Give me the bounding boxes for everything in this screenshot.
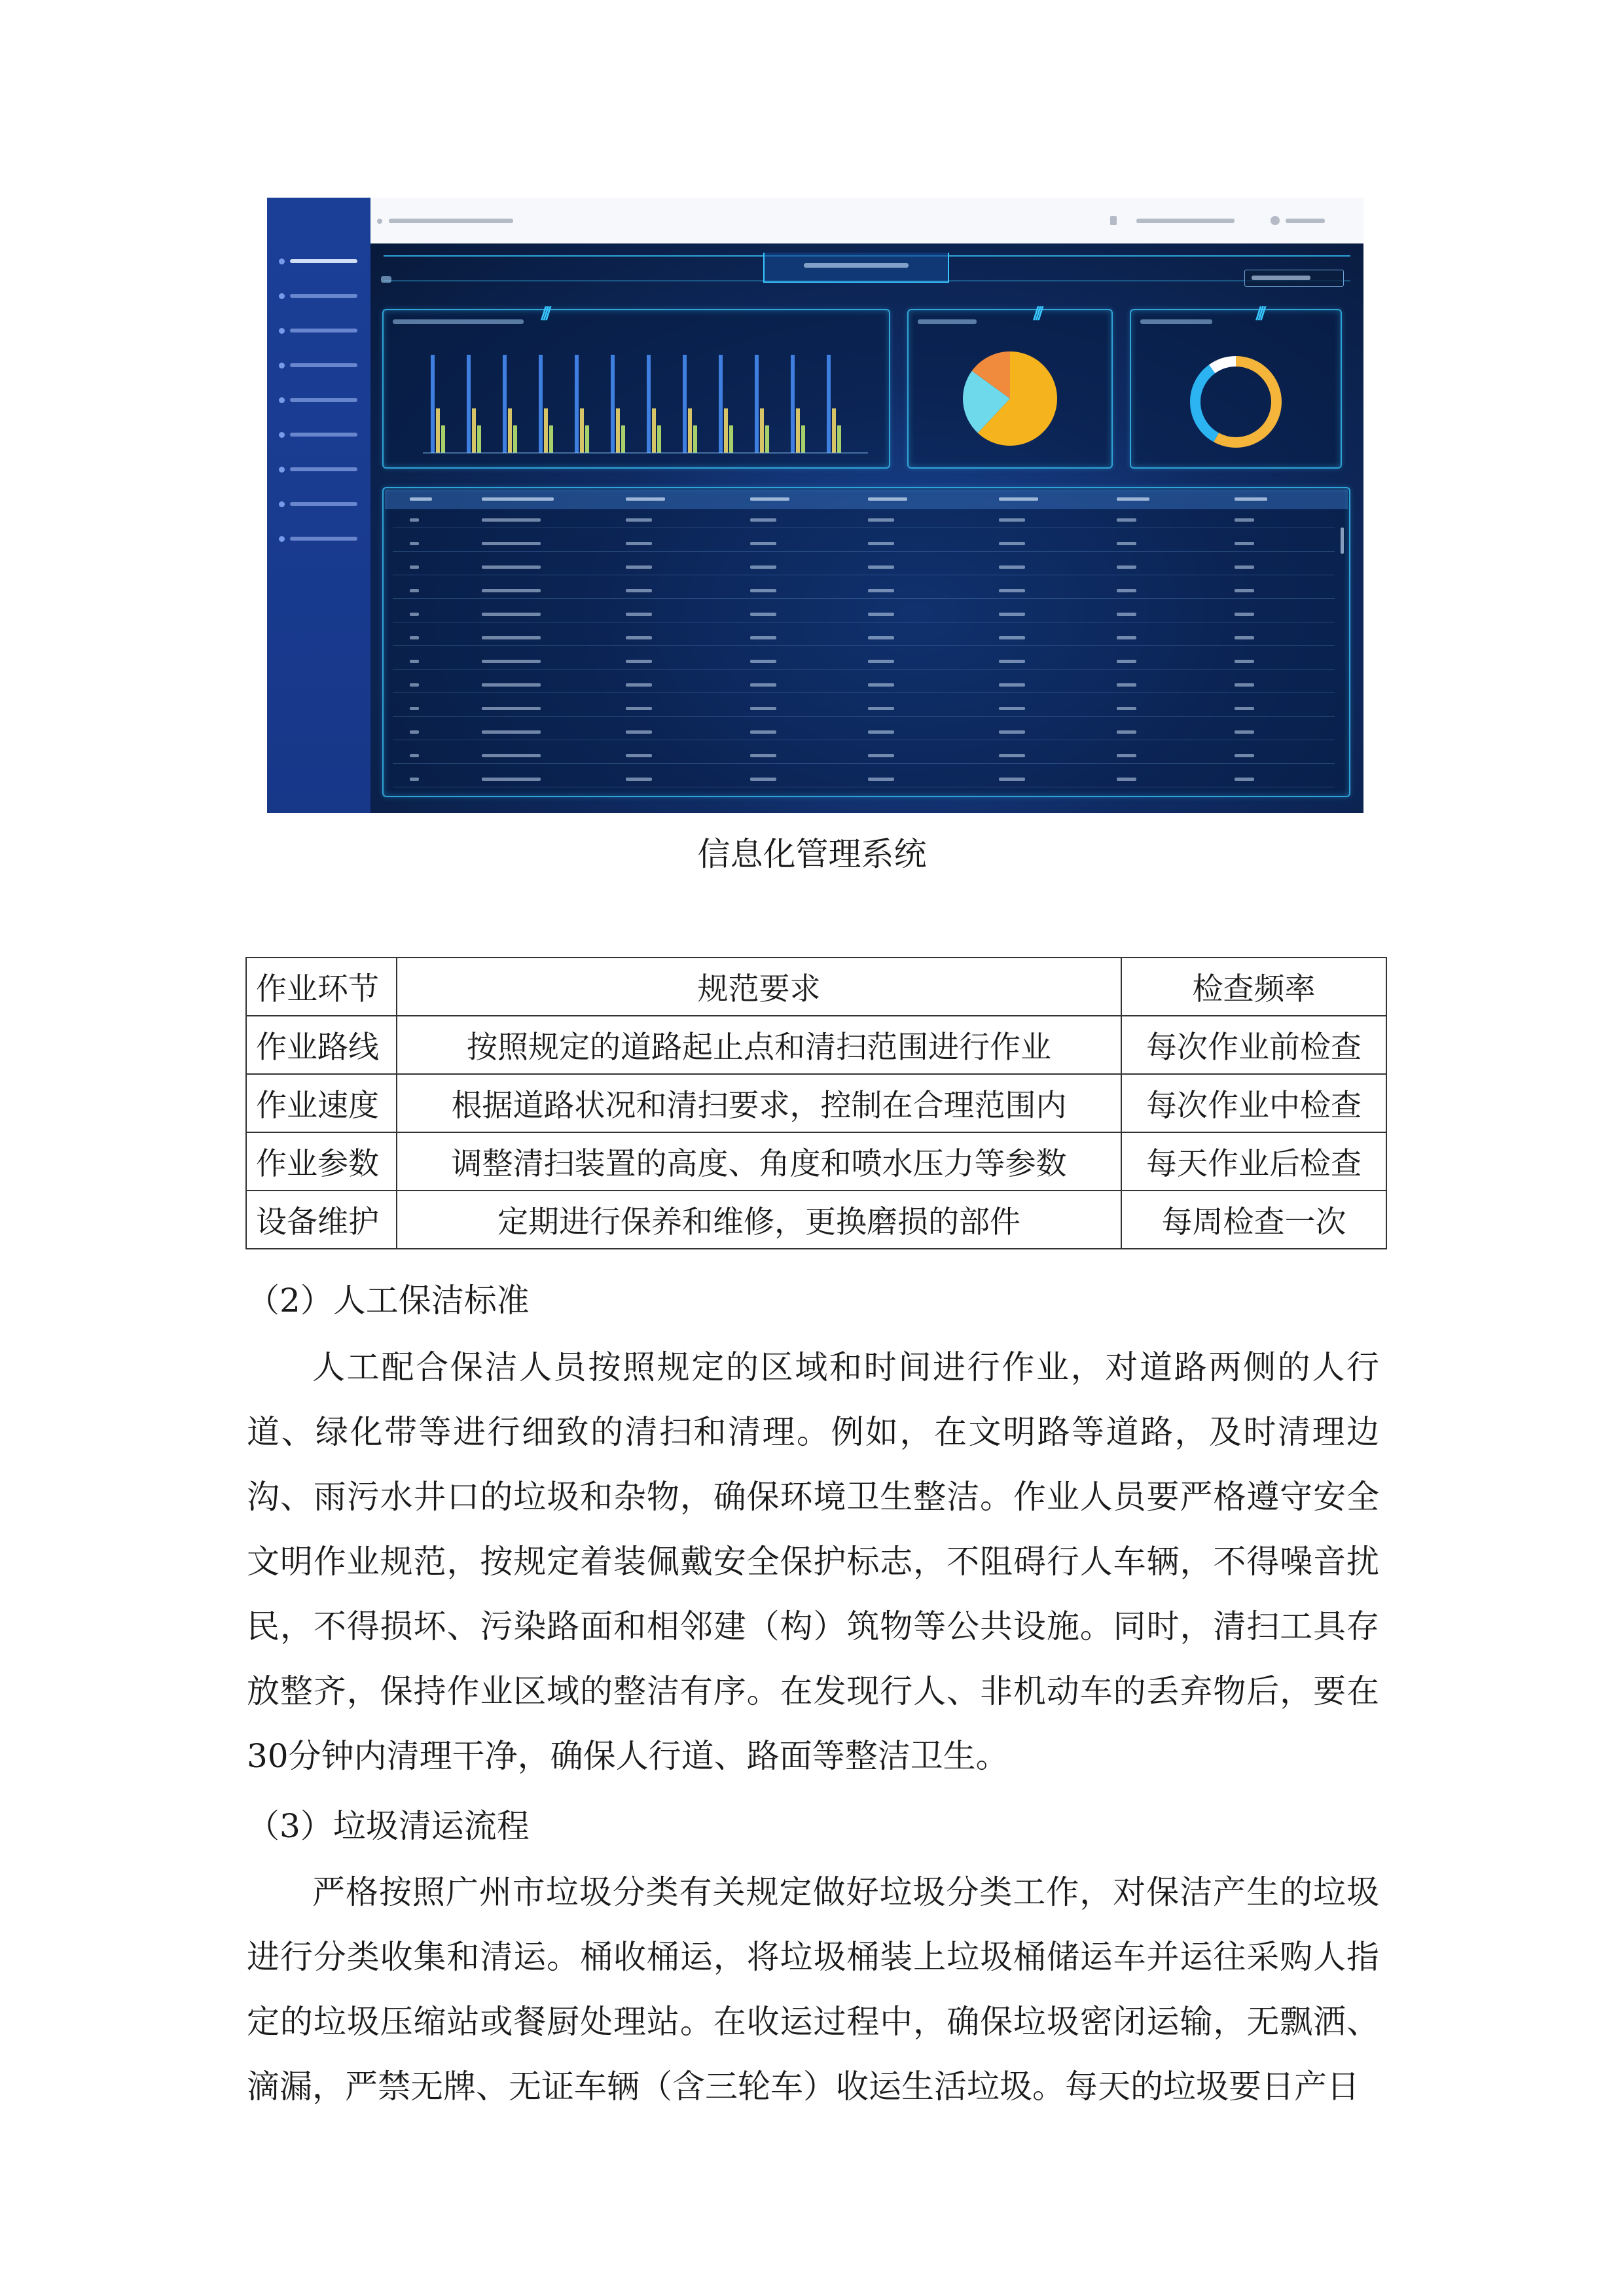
table-cell-placeholder xyxy=(1117,636,1136,639)
table-cell: 每周检查一次 xyxy=(1121,1191,1386,1249)
table-cell-placeholder xyxy=(750,707,776,710)
section-heading: （3）垃圾清运流程 xyxy=(247,1807,530,1845)
table-header-placeholder xyxy=(750,497,789,501)
bar-mark xyxy=(621,425,625,453)
table-cell-placeholder xyxy=(999,660,1025,663)
section-paragraph: 人工配合保洁人员按照规定的区域和时间进行作业，对道路两侧的人行道、绿化带等进行细致的清扫和清理。例如，在文明路等道路，及时清理边沟、雨污水井口的垃圾和杂物，确保环境卫生整洁。作业人员要严格遵守安全文明作业规范，按规定着装佩戴安全保护标志，不阻碍行人车辆，不得噪音扰民，不得损坏、污染路面和相邻建（构）筑物等公共设施。同时，清扫工具存放整齐，保持作业区域的整洁有序。在发现行人、非机动车的丢弃物后，要在30分钟内清理干净，确保人行道、路面等整洁卫生。 xyxy=(247,1348,1379,1775)
sidebar-item xyxy=(279,327,357,334)
table-cell-placeholder xyxy=(626,778,652,781)
table-header-placeholder xyxy=(1117,497,1149,501)
bar-mark xyxy=(477,425,481,453)
table-cell-placeholder xyxy=(482,683,541,687)
table-cell-placeholder xyxy=(868,660,894,663)
table-cell: 作业参数 xyxy=(246,1132,397,1191)
header-cell: 作业环节 xyxy=(246,958,397,1016)
bar-mark xyxy=(719,355,723,453)
table-cell-placeholder xyxy=(410,660,419,663)
table-row-divider xyxy=(393,551,1335,552)
table-cell-placeholder xyxy=(750,565,776,569)
table-cell-placeholder xyxy=(410,754,419,757)
bar-mark xyxy=(549,425,553,453)
table-header-placeholder xyxy=(999,497,1038,501)
bar-mark xyxy=(765,425,769,453)
donut-chart xyxy=(1131,310,1341,467)
table-cell-placeholder xyxy=(626,636,652,639)
table-cell-placeholder xyxy=(868,730,894,734)
dashboard-filter-select xyxy=(1244,270,1344,287)
table-cell-placeholder xyxy=(1235,707,1254,710)
table-cell: 作业速度 xyxy=(246,1074,397,1132)
table-cell-placeholder xyxy=(999,589,1025,592)
table-cell-placeholder xyxy=(999,565,1025,569)
pie-chart xyxy=(909,310,1111,467)
bar-mark xyxy=(503,355,507,453)
table-row xyxy=(246,1016,1386,1074)
table-cell-placeholder xyxy=(410,778,419,781)
dashboard-main xyxy=(370,243,1363,813)
table-cell-placeholder xyxy=(999,518,1025,522)
table-row-divider xyxy=(393,716,1335,717)
logout-label xyxy=(1286,219,1325,223)
table-cell-placeholder xyxy=(626,683,652,687)
table-cell-placeholder xyxy=(750,613,776,616)
table-cell-placeholder xyxy=(1235,754,1254,757)
sidebar-item xyxy=(279,466,357,473)
table-cell-placeholder xyxy=(482,542,541,545)
table-cell-placeholder xyxy=(482,636,541,639)
table-cell-placeholder xyxy=(1235,518,1254,522)
table-cell: 每次作业前检查 xyxy=(1121,1016,1386,1074)
table-cell: 根据道路状况和清扫要求，控制在合理范围内 xyxy=(397,1074,1121,1132)
section-paragraph: 严格按照广州市垃圾分类有关规定做好垃圾分类工作，对保洁产生的垃圾进行分类收集和清运。桶收桶运，将垃圾桶装上垃圾桶储运车并运往采购人指定的垃圾压缩站或餐厨处理站。在收运过程中，确保垃圾密闭运输，无飘洒、滴漏，严禁无牌、无证车辆（含三轮车）收运生活垃圾。每天的垃圾要日产日 xyxy=(247,1873,1379,2106)
chevron-decoration-icon: /// xyxy=(1033,304,1040,323)
table-row xyxy=(246,1132,1386,1191)
table-cell-placeholder xyxy=(482,707,541,710)
bar-mark xyxy=(467,355,471,453)
table-header-placeholder xyxy=(1235,497,1267,501)
table-cell-placeholder xyxy=(626,613,652,616)
table-cell-placeholder xyxy=(482,660,541,663)
table-cell-placeholder xyxy=(1117,730,1136,734)
table-header-placeholder xyxy=(626,497,665,501)
bar-mark xyxy=(585,425,589,453)
table-cell-placeholder xyxy=(626,565,652,569)
table-cell-placeholder xyxy=(750,730,776,734)
table-cell-placeholder xyxy=(482,613,541,616)
cleaning-spec-table xyxy=(245,957,1387,1249)
table-cell-placeholder xyxy=(1235,613,1254,616)
table-cell-placeholder xyxy=(1117,778,1136,781)
bar-mark xyxy=(657,425,661,453)
table-header-placeholder xyxy=(410,497,432,501)
table-cell-placeholder xyxy=(626,730,652,734)
chevron-decoration-icon: /// xyxy=(541,304,548,323)
table-cell-placeholder xyxy=(750,542,776,545)
section-heading: （2）人工保洁标准 xyxy=(247,1282,530,1319)
table-cell-placeholder xyxy=(868,754,894,757)
bar-chart xyxy=(384,310,889,467)
bar-mark xyxy=(508,408,512,453)
bar-mark xyxy=(693,425,697,453)
bar-mark xyxy=(647,355,651,453)
header-cell: 检查频率 xyxy=(1121,958,1386,1016)
bar-chart-panel xyxy=(382,304,890,469)
table-cell-placeholder xyxy=(1235,730,1254,734)
table-cell-placeholder xyxy=(410,707,419,710)
sidebar-item xyxy=(279,535,357,542)
table-cell-placeholder xyxy=(482,518,541,522)
bar-mark xyxy=(513,425,517,453)
table-cell-placeholder xyxy=(868,707,894,710)
table-cell-placeholder xyxy=(482,730,541,734)
table-cell-placeholder xyxy=(868,613,894,616)
table-cell-placeholder xyxy=(1117,589,1136,592)
table-cell: 作业路线 xyxy=(246,1016,397,1074)
table-cell-placeholder xyxy=(482,589,541,592)
sidebar-item xyxy=(279,501,357,507)
table-cell-placeholder xyxy=(626,660,652,663)
breadcrumb xyxy=(389,219,513,223)
table-cell-placeholder xyxy=(750,636,776,639)
sidebar-item xyxy=(279,431,357,438)
sidebar-item xyxy=(279,362,357,368)
bar-mark xyxy=(441,425,445,453)
bar-mark xyxy=(832,408,836,453)
table-cell: 每次作业中检查 xyxy=(1121,1074,1386,1132)
table-cell-placeholder xyxy=(626,518,652,522)
table-cell-placeholder xyxy=(410,636,419,639)
table-cell-placeholder xyxy=(868,683,894,687)
table-cell: 按照规定的道路起止点和清扫范围进行作业 xyxy=(397,1016,1121,1074)
user-info xyxy=(1136,219,1235,223)
table-cell-placeholder xyxy=(410,518,419,522)
table-row-divider xyxy=(393,669,1335,670)
bar-mark xyxy=(796,408,800,453)
table-header-placeholder xyxy=(482,497,554,501)
bar-mark xyxy=(652,408,656,453)
table-cell-placeholder xyxy=(750,683,776,687)
table-cell-placeholder xyxy=(1235,636,1254,639)
bar-mark xyxy=(801,425,805,453)
table-cell-placeholder xyxy=(999,778,1025,781)
table-cell-placeholder xyxy=(999,754,1025,757)
scrollbar-thumb xyxy=(1341,528,1344,554)
table-cell-placeholder xyxy=(999,683,1025,687)
table-cell-placeholder xyxy=(410,542,419,545)
bar-mark xyxy=(729,425,733,453)
dashboard-title-box xyxy=(763,253,949,283)
data-table-panel xyxy=(382,487,1350,797)
table-cell: 每天作业后检查 xyxy=(1121,1132,1386,1191)
table-cell-placeholder xyxy=(410,683,419,687)
table-cell: 设备维护 xyxy=(246,1191,397,1249)
table-cell-placeholder xyxy=(1117,613,1136,616)
table-cell-placeholder xyxy=(1235,660,1254,663)
table-cell: 定期进行保养和维修，更换磨损的部件 xyxy=(397,1191,1121,1249)
bar-mark xyxy=(539,355,543,453)
table-cell-placeholder xyxy=(750,589,776,592)
bar-mark xyxy=(611,355,615,453)
bar-mark xyxy=(431,355,435,453)
donut-chart-panel xyxy=(1130,304,1342,469)
table-cell-placeholder xyxy=(999,542,1025,545)
table-cell-placeholder xyxy=(750,754,776,757)
table-cell-placeholder xyxy=(868,542,894,545)
menu-icon xyxy=(377,219,382,224)
table-cell-placeholder xyxy=(999,707,1025,710)
bar-mark xyxy=(688,408,692,453)
table-cell-placeholder xyxy=(750,778,776,781)
sidebar-item xyxy=(279,293,357,299)
table-header-row xyxy=(246,958,1386,1016)
table-cell: 调整清扫装置的高度、角度和喷水压力等参数 xyxy=(397,1132,1121,1191)
table-row-divider xyxy=(393,645,1335,646)
sidebar-item xyxy=(279,258,357,264)
table-cell-placeholder xyxy=(1117,754,1136,757)
dashboard-screenshot-figure xyxy=(267,198,1363,813)
table-cell-placeholder xyxy=(482,565,541,569)
table-row-divider xyxy=(393,598,1335,599)
logout-icon xyxy=(1271,216,1280,225)
table-cell-placeholder xyxy=(999,636,1025,639)
table-cell-placeholder xyxy=(410,730,419,734)
table-cell-placeholder xyxy=(626,707,652,710)
table-cell-placeholder xyxy=(1117,707,1136,710)
bar-mark xyxy=(472,408,476,453)
table-cell-placeholder xyxy=(1117,683,1136,687)
table-cell-placeholder xyxy=(868,636,894,639)
table-cell-placeholder xyxy=(868,565,894,569)
table-cell-placeholder xyxy=(1117,660,1136,663)
table-cell-placeholder xyxy=(410,589,419,592)
header-cell: 规范要求 xyxy=(397,958,1121,1016)
table-row-divider xyxy=(393,763,1335,764)
table-cell-placeholder xyxy=(750,660,776,663)
dashboard-sidebar xyxy=(267,198,370,813)
table-cell-placeholder xyxy=(410,613,419,616)
table-cell-placeholder xyxy=(1235,565,1254,569)
table-row-divider xyxy=(393,692,1335,693)
table-cell-placeholder xyxy=(1235,542,1254,545)
bar-mark xyxy=(837,425,841,453)
bar-mark xyxy=(580,408,584,453)
table-cell-placeholder xyxy=(482,778,541,781)
table-cell-placeholder xyxy=(410,565,419,569)
table-cell-placeholder xyxy=(999,730,1025,734)
chevron-decoration-icon: /// xyxy=(1255,304,1263,323)
bell-icon xyxy=(1110,216,1117,225)
table-cell-placeholder xyxy=(626,589,652,592)
table-header-placeholder xyxy=(868,497,907,501)
table-cell-placeholder xyxy=(750,518,776,522)
bar-mark xyxy=(575,355,579,453)
table-row xyxy=(246,1191,1386,1249)
table-cell-placeholder xyxy=(626,754,652,757)
table-cell-placeholder xyxy=(482,754,541,757)
table-cell-placeholder xyxy=(868,589,894,592)
table-cell-placeholder xyxy=(1117,565,1136,569)
table-cell-placeholder xyxy=(1235,778,1254,781)
table-cell-placeholder xyxy=(1235,683,1254,687)
table-row xyxy=(246,1074,1386,1132)
figure-caption: 信息化管理系统 xyxy=(697,835,927,873)
table-cell-placeholder xyxy=(1235,589,1254,592)
table-cell-placeholder xyxy=(868,778,894,781)
bar-mark xyxy=(683,355,687,453)
dashboard-topbar xyxy=(370,198,1363,244)
bar-mark xyxy=(755,355,759,453)
bar-mark xyxy=(791,355,795,453)
table-cell-placeholder xyxy=(868,518,894,522)
bar-mark xyxy=(436,408,440,453)
table-cell-placeholder xyxy=(1117,542,1136,545)
bar-mark xyxy=(544,408,548,453)
table-cell-placeholder xyxy=(1117,518,1136,522)
sidebar-item xyxy=(279,397,357,403)
table-cell-placeholder xyxy=(626,542,652,545)
bar-mark xyxy=(760,408,764,453)
bar-mark xyxy=(724,408,728,453)
pie-chart-panel xyxy=(907,304,1113,469)
table-cell-placeholder xyxy=(999,613,1025,616)
bar-mark xyxy=(616,408,620,453)
grid-icon xyxy=(381,276,391,283)
bar-mark xyxy=(827,355,831,453)
